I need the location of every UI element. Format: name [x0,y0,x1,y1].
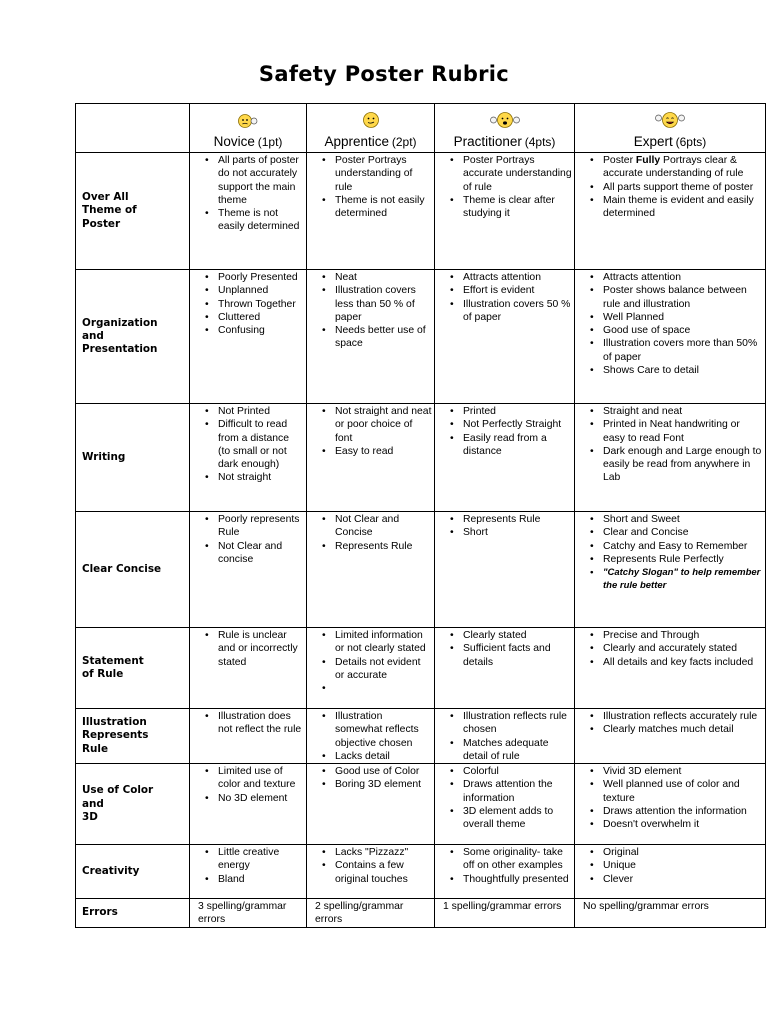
criterion-cell [307,153,435,270]
descriptor-item: • Printed in Neat handwriting or easy to read Font [603,418,763,445]
descriptor-item: • Not Clear and concise [218,540,304,567]
descriptor-item: • Matches adequate detail of rule [463,737,572,764]
descriptor-item: • Rule is unclear and or incorrectly stated [218,629,304,669]
descriptor-item: • Not Printed [218,405,304,418]
rubric-row [76,404,766,512]
criterion-cell [435,709,575,764]
descriptor-item: • Poorly Presented [218,271,304,284]
descriptor-item: • Poster Fully Portrays clear & accurate understanding of rule [603,154,763,181]
rubric-row [76,270,766,404]
descriptor-item: • Attracts attention [463,271,572,284]
descriptor-item: • Represents Rule [335,540,432,553]
descriptor-item: • Well planned use of color and texture [603,778,763,805]
descriptor-item: • Good use of Color [335,765,432,778]
descriptor-item: • Boring 3D element [335,778,432,791]
descriptor-item: • 3D element adds to overall theme [463,805,572,832]
descriptor-item: • Difficult to read from a distance (to small or not dark enough) [218,418,304,471]
level-header-expert [575,104,766,153]
criterion-cell [435,628,575,709]
criterion-cell [307,404,435,512]
descriptor-item: • Illustration somewhat reflects objective chosen [335,710,432,750]
rubric-row [76,153,766,270]
criterion-cell [575,845,766,899]
criterion-cell [190,153,307,270]
criterion-cell [190,764,307,845]
descriptor-item: • Poster shows balance between rule and illustration [603,284,763,311]
criterion-cell [575,153,766,270]
criterion-label: Organization and Presentation [76,270,190,404]
descriptor-item: • Limited information or not clearly stated [335,629,432,656]
descriptor-item: • Straight and neat [603,405,763,418]
criterion-label: Clear Concise [76,512,190,628]
descriptor-item: • Illustration reflects accurately rule [603,710,763,723]
descriptor-item: • No 3D element [218,792,304,805]
descriptor-item: • Poster Portrays understanding of rule [335,154,432,194]
descriptor-item: • Catchy and Easy to Remember [603,540,763,553]
descriptor-item: • Lacks "Pizzazz" [335,846,432,859]
descriptor-item: • Clever [603,873,763,886]
descriptor-item: • Illustration reflects rule chosen [463,710,572,737]
criterion-cell [190,270,307,404]
level-points: (4pts) [524,134,556,149]
descriptor-item: • Thoughtfully presented [463,873,572,886]
descriptor-item: • Theme is not easily determined [335,194,432,221]
level-points: (1pt) [257,134,283,149]
criterion-cell [435,404,575,512]
descriptor-text: 3 spelling/grammar errors [198,901,287,926]
descriptor-item: • Thrown Together [218,298,304,311]
descriptor-item: • All parts support theme of poster [603,181,763,194]
descriptor-item: • Limited use of color and texture [218,765,304,792]
descriptor-item: • Not Perfectly Straight [463,418,572,431]
criterion-cell [190,709,307,764]
criterion-label: Creativity [76,845,190,899]
level-header-practitioner [435,104,575,153]
criterion-cell [575,709,766,764]
descriptor-item: • Poorly represents Rule [218,513,304,540]
descriptor-item: • Clearly stated [463,629,572,642]
excited-face-icon [489,111,521,129]
criterion-cell [307,845,435,899]
descriptor-item: • Theme is not easily determined [218,207,304,234]
descriptor-item: • Neat [335,271,432,284]
descriptor-item: • Doesn't overwhelm it [603,818,763,831]
descriptor-item: • Clear and Concise [603,526,763,539]
descriptor-item: • Represents Rule [463,513,572,526]
criterion-cell [575,270,766,404]
descriptor-item: • Main theme is evident and easily determined [603,194,763,221]
descriptor-item: • All parts of poster do not accurately support the main theme [218,154,304,207]
criterion-cell [435,899,575,928]
descriptor-item: • Illustration does not reflect the rule [218,710,304,737]
criterion-cell [575,899,766,928]
descriptor-item: • Sufficient facts and details [463,642,572,669]
descriptor-item: • Precise and Through [603,629,763,642]
descriptor-item: • Confusing [218,324,304,337]
rubric-row [76,764,766,845]
corner-cell [76,104,190,153]
criterion-cell [307,764,435,845]
descriptor-item: • Original [603,846,763,859]
criterion-cell [575,404,766,512]
document-title: Safety Poster Rubric [258,62,510,86]
descriptor-item: • Clearly matches much detail [603,723,763,736]
rubric-row [76,709,766,764]
descriptor-item: • Not straight [218,471,304,484]
descriptor-item: • Represents Rule Perfectly [603,553,763,566]
descriptor-item: • Poster Portrays accurate understanding of rule [463,154,572,194]
descriptor-item: • Shows Care to detail [603,364,763,377]
criterion-cell [190,845,307,899]
descriptor-item: • Effort is evident [463,284,572,297]
descriptor-item: • Vivid 3D element [603,765,763,778]
celebrating-face-icon [654,111,686,129]
descriptor-item: • Needs better use of space [335,324,432,351]
descriptor-item: • Easily read from a distance [463,432,572,459]
level-points: (2pt) [391,134,417,149]
level-name: Expert [633,133,673,149]
descriptor-item: • Colorful [463,765,572,778]
descriptor-item: • Illustration covers less than 50 % of paper [335,284,432,324]
level-name: Practitioner [453,133,522,149]
criterion-label: Writing [76,404,190,512]
descriptor-item: • Some originality- take off on other examples [463,846,572,873]
level-header-novice [190,104,307,153]
descriptor-item: • Cluttered [218,311,304,324]
header-row [76,104,766,153]
criterion-label: Errors [76,899,190,928]
smiley-face-icon [362,111,380,129]
descriptor-item: • Illustration covers more than 50% of paper [603,337,763,364]
descriptor-item: • Short and Sweet [603,513,763,526]
descriptor-item: • Draws attention the information [603,805,763,818]
rubric-row [76,512,766,628]
descriptor-item: • Draws attention the information [463,778,572,805]
criterion-cell [190,899,307,928]
criterion-cell [307,512,435,628]
criterion-cell [435,845,575,899]
descriptor-item: • Not Clear and Concise [335,513,432,540]
level-header-apprentice [307,104,435,153]
descriptor-item: • Bland [218,873,304,886]
criterion-cell [435,764,575,845]
criterion-cell [435,153,575,270]
descriptor-item: • Not straight and neat or poor choice of font [335,405,432,445]
descriptor-item: • Unique [603,859,763,872]
descriptor-text: 2 spelling/grammar errors [315,901,404,926]
criterion-label: Use of Color and 3D [76,764,190,845]
criterion-label: Illustration Represents Rule [76,709,190,764]
criterion-label: Over All Theme of Poster [76,153,190,270]
descriptor-item: • Details not evident or accurate [335,656,432,683]
criterion-cell [190,512,307,628]
descriptor-item: • Contains a few original touches [335,859,432,886]
descriptor-item: • Well Planned [603,311,763,324]
criterion-cell [190,404,307,512]
descriptor-item: • Printed [463,405,572,418]
criterion-cell [575,764,766,845]
descriptor-item: • Little creative energy [218,846,304,873]
rubric-row [76,845,766,899]
descriptor-text: 1 spelling/grammar errors [443,901,562,913]
descriptor-item: • Unplanned [218,284,304,297]
level-points: (6pts) [675,134,707,149]
descriptor-item: • "Catchy Slogan" to help remember the rule better [603,566,763,593]
descriptor-item: • Clearly and accurately stated [603,642,763,655]
descriptor-item: • Easy to read [335,445,432,458]
descriptor-item: • Illustration covers 50 % of paper [463,298,572,325]
rubric-table [75,103,766,928]
criterion-cell [575,512,766,628]
criterion-cell [307,709,435,764]
descriptor-item: • Short [463,526,572,539]
descriptor-item: • Lacks detail [335,750,432,763]
level-name: Apprentice [324,133,389,149]
criterion-cell [575,628,766,709]
criterion-cell [307,270,435,404]
criterion-cell [435,270,575,404]
level-name: Novice [213,133,255,149]
criterion-cell [307,899,435,928]
criterion-label: Statement of Rule [76,628,190,709]
descriptor-item: • All details and key facts included [603,656,763,669]
criterion-cell [435,512,575,628]
descriptor-item: • Dark enough and Large enough to easily be read from anywhere in Lab [603,445,763,485]
descriptor-item [335,682,432,695]
confused-face-icon [237,113,259,129]
descriptor-item: • Attracts attention [603,271,763,284]
criterion-cell [190,628,307,709]
rubric-row [76,899,766,928]
descriptor-text: No spelling/grammar errors [583,901,709,913]
descriptor-item: • Good use of space [603,324,763,337]
rubric-row [76,628,766,709]
descriptor-item: • Theme is clear after studying it [463,194,572,221]
criterion-cell [307,628,435,709]
